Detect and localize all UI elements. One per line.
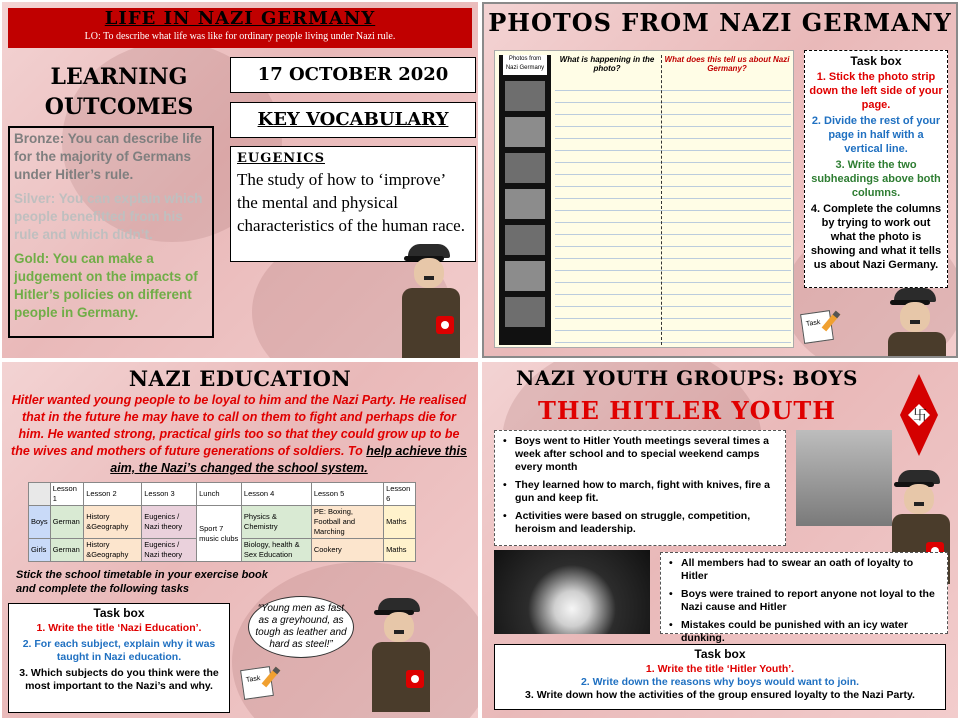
- cartoon-figure: [888, 288, 948, 358]
- task-pencil-icon: [242, 666, 282, 700]
- table-cell: German: [50, 539, 84, 562]
- slide-life-in-nazi-germany: [2, 2, 478, 358]
- task-item: 1. Write the title ‘Nazi Education’.: [36, 622, 202, 634]
- task-item: 1. Write the title ‘Hitler Youth’.: [645, 663, 795, 675]
- vocabulary-term: EUGENICS: [237, 151, 325, 166]
- heading-line: OUTCOMES: [44, 94, 194, 120]
- quote-bubble: “Young men as fast as a greyhound, as tough as leather and hard as steel!”: [248, 596, 354, 658]
- task-item: 3. Write the two subheadings above both columns.: [811, 159, 941, 199]
- swastika-symbol: 卐: [913, 407, 927, 423]
- table-cell: Lesson 6: [384, 483, 416, 506]
- cartoon-figure: [402, 244, 462, 358]
- photo-bonfire: [494, 550, 650, 634]
- silver-outcome: Silver: You can explain which people benefitted from his rule and which didn’t.: [14, 191, 203, 242]
- list-item: • All members had to swear an oath of loyalty to Hitler: [667, 557, 941, 583]
- list-item: • They learned how to march, fight with knives, fire a gun and keep fit.: [501, 479, 779, 505]
- task-list: [499, 663, 941, 702]
- task-item: 3. Which subjects do you think were the most important to the Nazi’s and why.: [19, 667, 219, 692]
- strip-photo: [505, 117, 545, 147]
- photo-marching-youth: [796, 430, 892, 526]
- table-cell: Lesson 1: [50, 483, 84, 506]
- task-item: 4. Complete the columns by trying to work out what the photo is showing and what it tells us about Nazi Germany.: [810, 203, 942, 271]
- intro-text: [8, 392, 470, 477]
- task-icon-label: Task: [245, 675, 261, 684]
- key-vocabulary-heading: KEY VOCABULARY: [230, 102, 476, 138]
- strip-photo: [505, 225, 545, 255]
- intro-red-text: Hitler wanted young people to be loyal to him and the Nazi Party. He realised that in the future he may have to call on them to fight and perhaps die for him. He wanted strong, practical girls too so that they could grow up to be the wives and mothers of future generations of soldiers. To: [11, 393, 467, 458]
- page-subtitle: THE HITLER YOUTH: [538, 396, 836, 425]
- table-header-row: [29, 483, 416, 506]
- learning-outcomes-heading: [24, 62, 214, 122]
- task-list: [809, 70, 943, 272]
- strip-photo: [505, 261, 545, 291]
- worksheet-image: [494, 50, 794, 348]
- task-list: [13, 622, 225, 693]
- page-title: LIFE IN NAZI GERMANY: [104, 8, 376, 29]
- table-cell: History &Geography: [84, 506, 142, 539]
- table-cell: Maths: [384, 506, 416, 539]
- table-cell: Sport 7 music clubs: [197, 506, 242, 562]
- table-cell: Lunch: [197, 483, 242, 506]
- hitler-youth-emblem-icon: [900, 370, 940, 460]
- bronze-outcome: Bronze: You can describe life for the majority of Germans under Hitler’s rule.: [14, 131, 202, 182]
- table-cell: Biology, health & Sex Education: [241, 539, 311, 562]
- column-heading-1: What is happening in the photo?: [559, 55, 655, 73]
- list-item: • Mistakes could be punished with an icy water dunking.: [667, 619, 941, 645]
- column-heading-2: What does this tell us about Nazi Germany?: [664, 55, 790, 73]
- table-cell: Cookery: [311, 539, 383, 562]
- date-box: 17 OCTOBER 2020: [230, 57, 476, 93]
- photo-strip: [499, 55, 551, 345]
- strip-photo: [505, 81, 545, 111]
- list-item: • Boys went to Hitler Youth meetings several times a week after school and to special weekend camps every month: [501, 435, 779, 474]
- bullet-box-1: [494, 430, 786, 546]
- instruction-text: Stick the school timetable in your exercise book and complete the following tasks: [16, 569, 268, 595]
- table-cell: Lesson 2: [84, 483, 142, 506]
- task-item: 2. Divide the rest of your page in half with a vertical line.: [811, 115, 941, 155]
- page-title: PHOTOS FROM NAZI GERMANY: [488, 8, 952, 37]
- table-cell: Lesson 3: [142, 483, 197, 506]
- task-box-heading: Task box: [850, 54, 902, 68]
- outcomes-box: [8, 126, 214, 338]
- table-cell: Physics & Chemistry: [241, 506, 311, 539]
- gold-outcome: Gold: You can make a judgement on the impacts of Hitler’s policies on different people in Germany.: [14, 251, 198, 320]
- task-item: 2. For each subject, explain why it was taught in Nazi education.: [22, 638, 216, 663]
- strip-photo: [505, 297, 545, 327]
- table-cell: Maths: [384, 539, 416, 562]
- table-cell: Girls: [29, 539, 51, 562]
- task-box: [8, 603, 230, 713]
- column-divider: [661, 55, 662, 345]
- slide-photos-from-nazi-germany: [482, 2, 958, 358]
- table-cell: German: [50, 506, 84, 539]
- task-box-heading: Task box: [694, 647, 746, 661]
- list-item: • Activities were based on struggle, competition, heroism and leadership.: [501, 510, 779, 536]
- task-box-heading: Task box: [93, 606, 145, 620]
- vocabulary-definition: The study of how to ‘improve’ the mental and physical characteristics of the human race.: [237, 170, 465, 235]
- slide-nazi-education: [2, 362, 478, 718]
- task-icon-label: Task: [805, 319, 821, 328]
- table-cell: PE: Boxing, Football and Marching: [311, 506, 383, 539]
- task-item: 2. Write down the reasons why boys would want to join.: [580, 676, 860, 688]
- task-pencil-icon: [802, 310, 842, 344]
- task-box: [804, 50, 948, 288]
- table-row: [29, 506, 416, 539]
- table-cell: Boys: [29, 506, 51, 539]
- list-item: • Boys were trained to report anyone not loyal to the Nazi cause and Hitler: [667, 588, 941, 614]
- heading-line: LEARNING: [50, 64, 188, 90]
- slide-nazi-youth-groups: [482, 362, 958, 718]
- strip-photo: [505, 153, 545, 183]
- task-item: 1. Stick the photo strip down the left side of your page.: [809, 71, 943, 111]
- task-box: [494, 644, 946, 710]
- task-item: 3. Write down how the activities of the group ensured loyalty to the Nazi Party.: [525, 689, 915, 701]
- table-cell: [29, 483, 51, 506]
- page-title: NAZI YOUTH GROUPS: BOYS: [516, 366, 858, 390]
- strip-header: Photos from Nazi Germany: [503, 55, 547, 75]
- ruled-lines: [555, 79, 791, 345]
- table-cell: Eugenics / Nazi theory: [142, 506, 197, 539]
- table-cell: Eugenics / Nazi theory: [142, 539, 197, 562]
- table-cell: Lesson 5: [311, 483, 383, 506]
- table-cell: Lesson 4: [241, 483, 311, 506]
- cartoon-figure: [372, 598, 432, 712]
- bullet-box-2: [660, 552, 948, 644]
- school-timetable: [28, 482, 416, 562]
- intro-underlined-text: help achieve this aim, the Nazi’s changed the school system.: [110, 444, 467, 475]
- learning-objective: LO: To describe what life was like for ordinary people living under Nazi rule.: [84, 31, 396, 42]
- table-cell: History &Geography: [84, 539, 142, 562]
- title-banner: [8, 8, 472, 48]
- cartoon-figure: [892, 470, 952, 550]
- page-title: NAZI EDUCATION: [128, 366, 352, 391]
- strip-photo: [505, 189, 545, 219]
